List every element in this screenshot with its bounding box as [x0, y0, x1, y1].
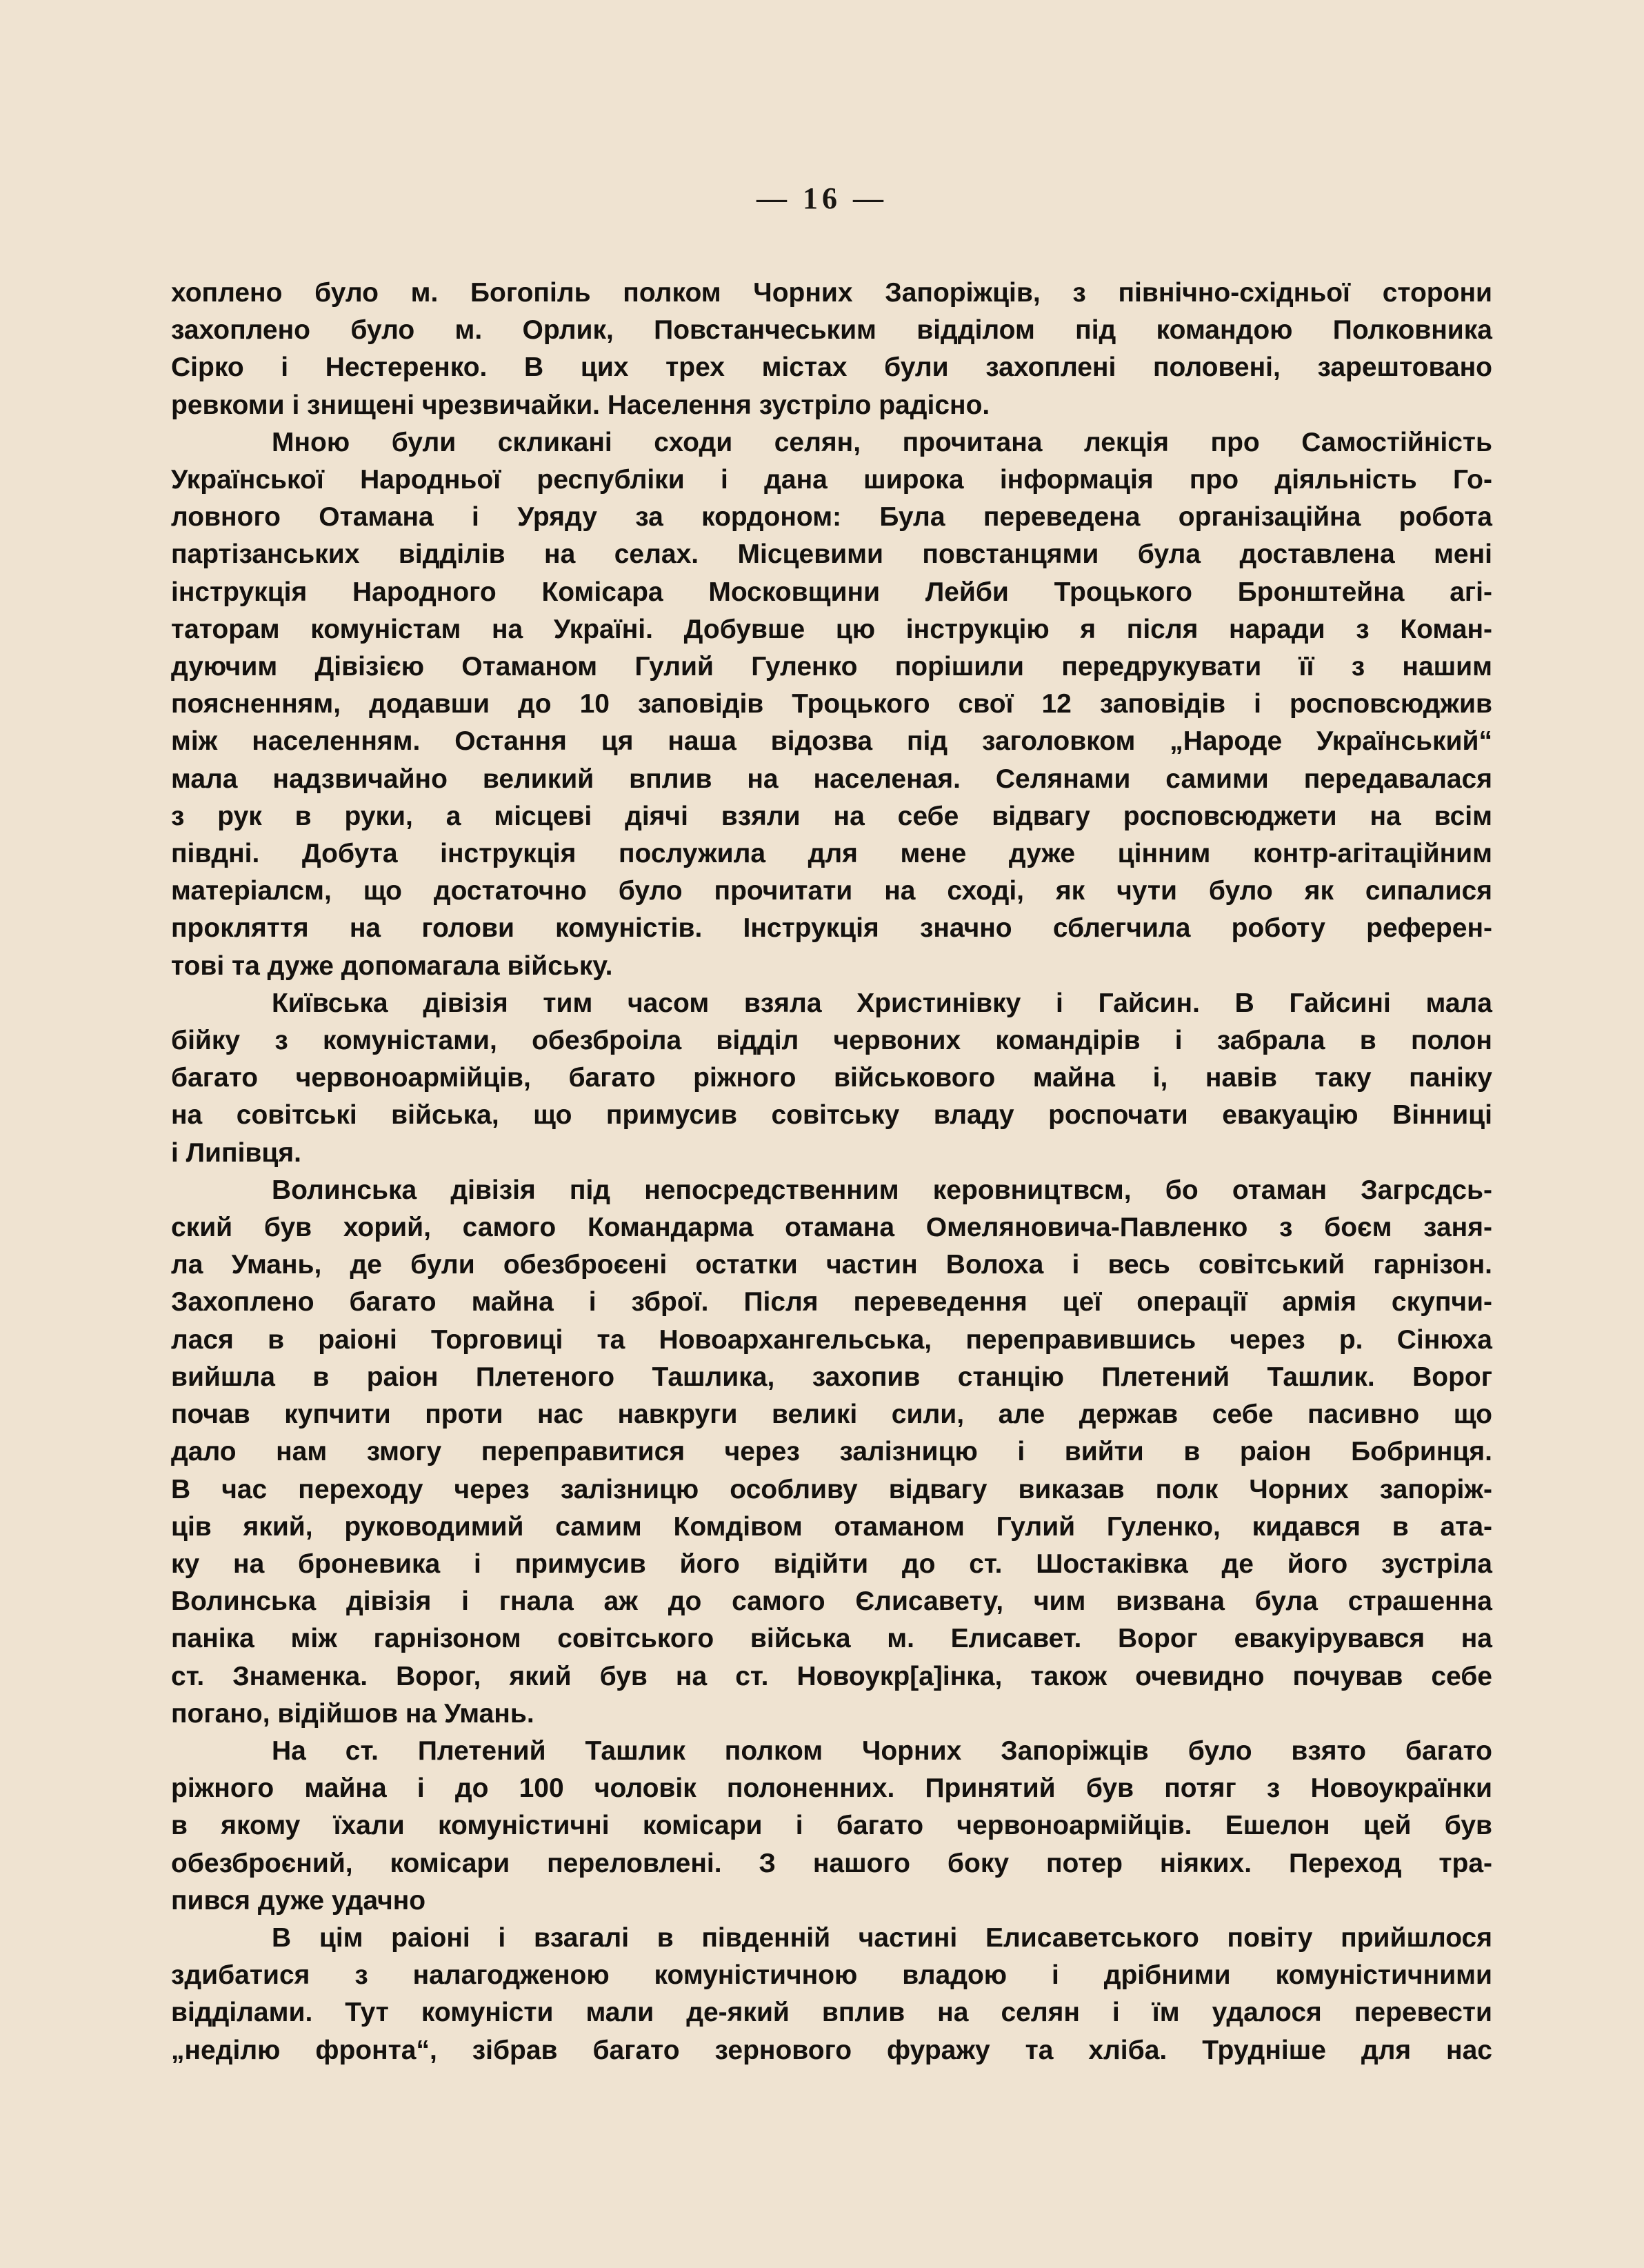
text-line: вийшла в раіон Плетеного Ташлика, захопив станцію Плетений Ташлик. Ворог [171, 1362, 1492, 1392]
text-line: матеріалсм, що достаточно було прочитати на сході, як чути було як сипалися [171, 876, 1492, 906]
text-line: ревкоми і знищені чрезвичайки. Населення зустріло радісно. [171, 390, 990, 420]
text-line: Мною були скликані сходи селян, прочитана лекція про Самостійність [272, 427, 1492, 457]
text-line: здибатися з налагодженою комуністичною владою і дрібними комуністичними [171, 1960, 1492, 1991]
text-line: ріжного майна і до 100 чоловік полоненних. Принятий був потяг з Новоукраїнки [171, 1773, 1492, 1804]
text-line: між населенням. Остання ця наша відозва під заголовком „Народе Український“ [171, 726, 1492, 757]
text-line: ку на броневика і примусив його відійти до ст. Шостаківка де його зустріла [171, 1549, 1492, 1579]
text-line: Київська дівізія тим часом взяла Христинівку і Гайсин. В Гайсині мала [272, 988, 1492, 1018]
text-line: Захоплено багато майна і зброї. Після переведення цеї операції армія скупчи- [171, 1287, 1492, 1317]
paragraph [171, 1172, 1492, 1733]
text-line: пився дуже удачно [171, 1885, 426, 1916]
text-line: інструкція Народного Комісара Московщини Лейби Троцького Бронштейна агі- [171, 577, 1492, 607]
text-line: бійку з комуністами, обезброіла відділ червоних командірів і забрала в полон [171, 1026, 1492, 1056]
text-line: ла Умань, де були обезброєені остатки частин Волоха і весь совітський гарнізон. [171, 1250, 1492, 1280]
text-line: Сірко і Нестеренко. В цих трех містах були захоплені половені, зарештовано [171, 352, 1492, 383]
text-line: Волинська дівізія і гнала аж до самого Єлисавету, чим визвана була страшенна [171, 1586, 1492, 1617]
text-line: погано, відійшов на Умань. [171, 1698, 534, 1729]
text-line: захоплено було м. Орлик, Повстанчеським відділом під командою Полковника [171, 315, 1492, 346]
text-line: мала надзвичайно великий вплив на населеная. Селянами самими передавалася [171, 764, 1492, 794]
paragraph [171, 424, 1492, 985]
body-text [171, 275, 1492, 2069]
paragraph [171, 1920, 1492, 2069]
text-line: ст. Знаменка. Ворог, який був на ст. Новоукр[а]інка, також очевидно почував себе [171, 1661, 1492, 1691]
text-line: ловного Отамана і Уряду за кордоном: Була переведена організаційна робота [171, 502, 1492, 533]
text-line: і Липівця. [171, 1137, 301, 1168]
text-line: Волинська дівізія під непосредственним керовництвсм, бо отаман Загрсдсь- [272, 1175, 1492, 1205]
paragraph [171, 985, 1492, 1172]
text-line: дало нам змогу переправитися через залізницю і вийти в раіон Бобринця. [171, 1437, 1492, 1467]
text-line: Української Народньої республіки і дана широка інформація про діяльність Го- [171, 465, 1492, 495]
text-line: в якому їхали комуністичні комісари і багато червоноармійців. Ешелон цей був [171, 1811, 1492, 1841]
text-line: лася в раіоні Торговиці та Новоархангельська, переправившись через р. Сінюха [171, 1324, 1492, 1355]
text-line: „неділю фронта“, зібрав багато зернового фуражу та хліба. Трудніше для нас [171, 2035, 1492, 2065]
text-line: На ст. Плетений Ташлик полком Чорних Запоріжців було взято багато [272, 1735, 1492, 1766]
text-line: дуючим Дівізією Отаманом Гулий Гуленко порішили передрукувати її з нашим [171, 652, 1492, 682]
text-line: багато червоноармійців, багато ріжного військового майна і, навів таку паніку [171, 1063, 1492, 1093]
page-number: — 16 — [756, 181, 888, 215]
text-line: хоплено було м. Богопіль полком Чорних Запоріжців, з північно-східньої сторони [171, 278, 1492, 308]
text-line: почав купчити проти нас навкруги великі сили, але держав себе пасивно що [171, 1400, 1492, 1430]
text-line: паніка між гарнізоном совітського війська м. Елисавет. Ворог евакуірувався на [171, 1624, 1492, 1654]
text-line: обезброєний, комісари переловлені. З нашого боку потер ніяких. Переход тра- [171, 1848, 1492, 1878]
text-line: таторам комуністам на Україні. Добувше цю інструкцію я після наради з Коман- [171, 614, 1492, 644]
text-line: В цім раіоні і взагалі в південній частині Елисаветського повіту прийшлося [272, 1922, 1492, 1953]
text-line: відділами. Тут комуністи мали де-який вплив на селян і їм удалося перевести [171, 1998, 1492, 2028]
text-line: В час переходу через залізницю особливу відвагу виказав полк Чорних запоріж- [171, 1474, 1492, 1504]
text-line: ский був хорий, самого Командарма отамана Омеляновича-Павленко з боєм заня- [171, 1213, 1492, 1243]
paragraph [171, 1733, 1492, 1920]
text-line: поясненням, додавши до 10 заповідів Троцького свої 12 заповідів і росповсюджив [171, 689, 1492, 719]
text-line: ців який, руководимий самим Комдівом отаманом Гулий Гуленко, кидався в ата- [171, 1511, 1492, 1542]
paragraph [171, 275, 1492, 424]
text-line: з рук в руки, а місцеві діячі взяли на себе відвагу росповсюджети на всім [171, 801, 1492, 831]
text-line: тові та дуже допомагала війську. [171, 951, 613, 981]
text-line: на совітські війська, що примусив совітську владу роспочати евакуацію Вінниці [171, 1100, 1492, 1131]
text-line: прокляття на голови комуністів. Інструкція значно сблегчила роботу референ- [171, 913, 1492, 944]
text-line: півдні. Добута інструкція послужила для мене дуже цінним контр-агітаційним [171, 839, 1492, 869]
text-line: партізанських відділів на селах. Місцевими повстанцями була доставлена мені [171, 539, 1492, 570]
